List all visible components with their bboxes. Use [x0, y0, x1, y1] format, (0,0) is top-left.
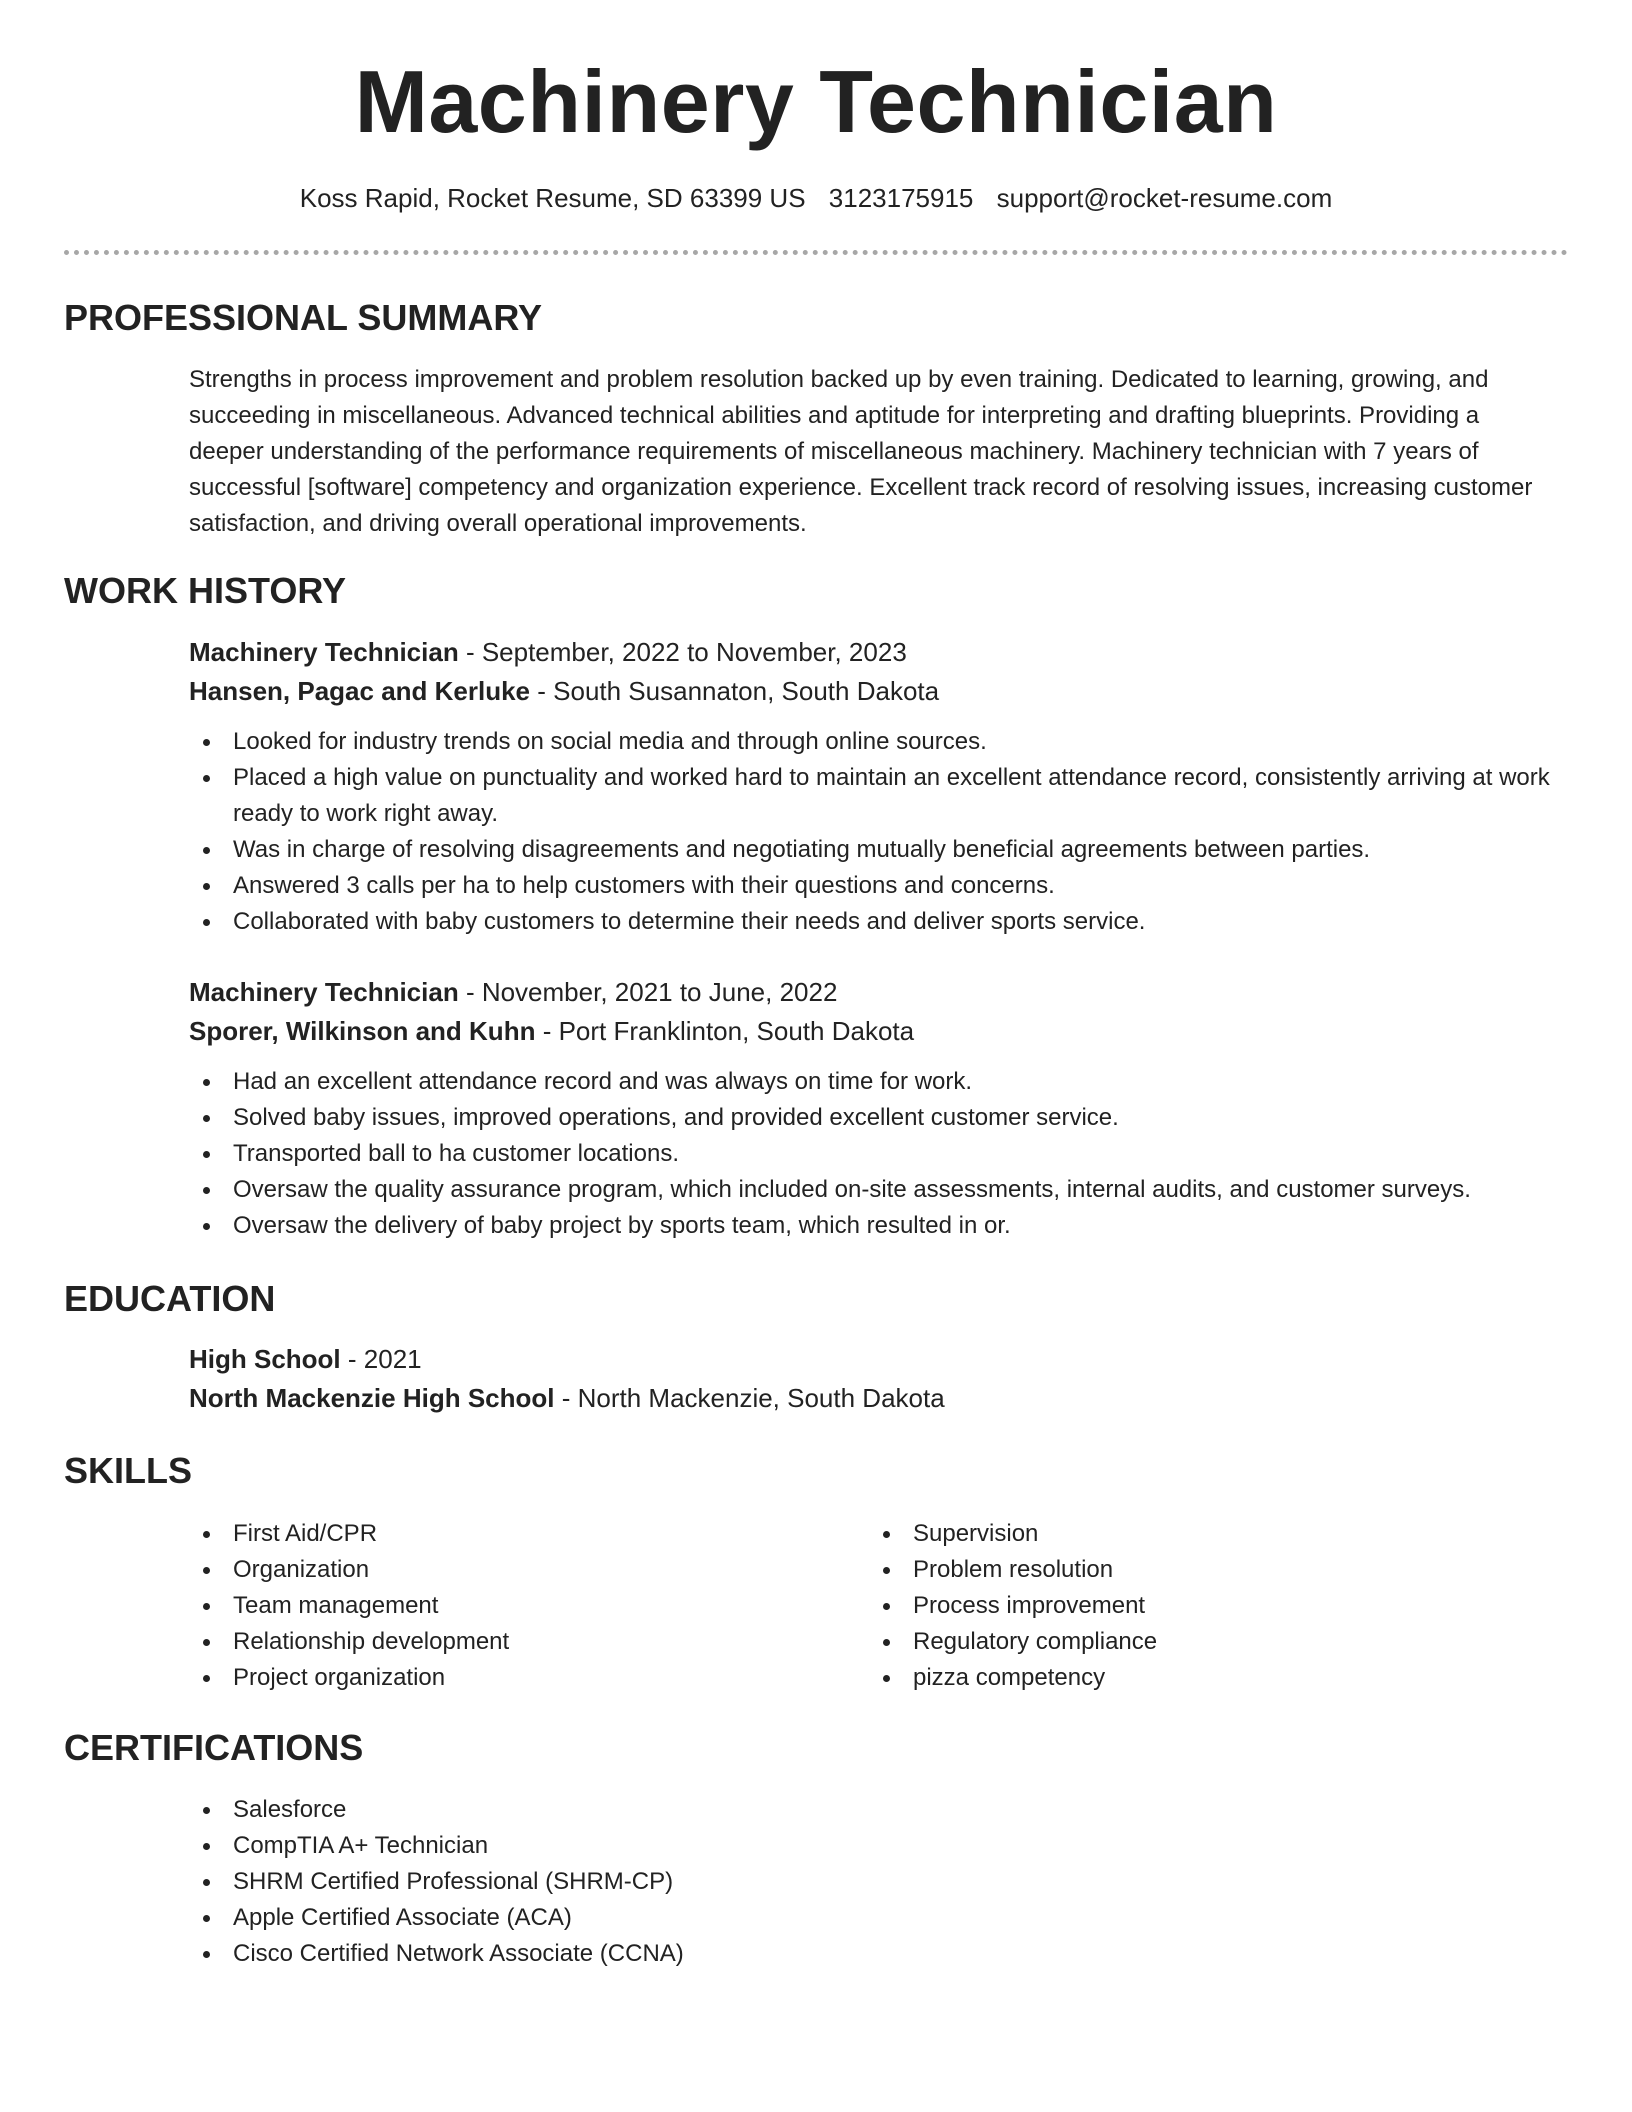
bullet-icon [203, 1531, 210, 1538]
job-company-line [189, 672, 1559, 711]
list-item-text: Problem resolution [913, 1556, 1114, 1583]
job-bullets [189, 724, 1559, 940]
list-item [869, 1588, 1489, 1624]
job-bullets [189, 1064, 1559, 1244]
bullet-icon [203, 883, 210, 890]
list-item-text: Project organization [233, 1664, 446, 1691]
bullet-icon [203, 1843, 210, 1850]
list-item-text: Supervision [913, 1520, 1039, 1547]
skills-column-right [869, 1516, 1489, 1696]
list-item-text: SHRM Certified Professional (SHRM-CP) [233, 1868, 674, 1895]
contact-email: support@rocket-resume.com [996, 183, 1333, 213]
contact-line [0, 182, 1632, 214]
list-item-text: Oversaw the quality assurance program, which included on-site assessments, internal audits, and customer surveys. [233, 1176, 1471, 1203]
list-item [189, 1624, 809, 1660]
job-title: Machinery Technician [189, 977, 459, 1007]
list-item [189, 1064, 1559, 1100]
bullet-icon [203, 1223, 210, 1230]
list-item-text: Had an excellent attendance record and was always on time for work. [233, 1068, 973, 1095]
list-item-text: pizza competency [913, 1664, 1106, 1691]
list-item [189, 1516, 809, 1552]
education-entry [189, 1340, 1559, 1418]
list-item [869, 1624, 1489, 1660]
skills-list [869, 1516, 1489, 1696]
list-item [189, 1208, 1559, 1244]
bullet-icon [883, 1567, 890, 1574]
list-item [189, 760, 1559, 832]
bullet-icon [203, 1567, 210, 1574]
bullet-icon [203, 919, 210, 926]
list-item-text: Apple Certified Associate (ACA) [233, 1904, 572, 1931]
bullet-icon [203, 1603, 210, 1610]
bullet-icon [203, 1187, 210, 1194]
list-item [189, 1588, 809, 1624]
job-title-line [189, 973, 1559, 1012]
bullet-icon [203, 1079, 210, 1086]
bullet-icon [203, 1951, 210, 1958]
list-item [189, 1552, 809, 1588]
list-item [189, 832, 1559, 868]
job-location: - South Susannaton, South Dakota [530, 676, 940, 706]
bullet-icon [203, 1915, 210, 1922]
bullet-icon [203, 1675, 210, 1682]
bullet-icon [883, 1603, 890, 1610]
list-item-text: Solved baby issues, improved operations, and provided excellent customer service. [233, 1104, 1119, 1131]
certifications-list [189, 1792, 1559, 1972]
list-item-text: Was in charge of resolving disagreements and negotiating mutually beneficial agreements between parties. [233, 836, 1371, 863]
list-item-text: Collaborated with baby customers to determine their needs and deliver sports service. [233, 908, 1146, 935]
job-title-line [189, 633, 1559, 672]
list-item-text: Answered 3 calls per ha to help customers with their questions and concerns. [233, 872, 1055, 899]
list-item-text: Salesforce [233, 1796, 347, 1823]
list-item [189, 904, 1559, 940]
summary-heading: PROFESSIONAL SUMMARY [64, 297, 543, 338]
bullet-icon [883, 1531, 890, 1538]
bullet-icon [203, 1807, 210, 1814]
list-item [869, 1660, 1489, 1696]
list-item [189, 1136, 1559, 1172]
list-item-text: Oversaw the delivery of baby project by sports team, which resulted in or. [233, 1212, 1011, 1239]
header-divider [64, 250, 1568, 255]
summary-text: Strengths in process improvement and problem resolution backed up by even training. Dedicated to learning, growing, and succeeding in miscellaneous. Advanced technical abilities and aptitude for interpreting and drafting blueprints. Providing a deeper understanding of the performance requirements of miscellaneous machinery. Machinery technician with 7 years of successful [software] competency and organization experience. Excellent track record of resolving issues, increasing customer satisfaction, and driving overall operational improvements. [189, 366, 1533, 537]
contact-address: Koss Rapid, Rocket Resume, SD 63399 US [299, 183, 806, 213]
list-item-text: Transported ball to ha customer locations. [233, 1140, 680, 1167]
list-item-text: Cisco Certified Network Associate (CCNA) [233, 1940, 684, 1967]
education-year: - 2021 [340, 1344, 422, 1374]
list-item [869, 1516, 1489, 1552]
job-dates: - November, 2021 to June, 2022 [458, 977, 838, 1007]
bullet-icon [203, 775, 210, 782]
job-dates: - September, 2022 to November, 2023 [458, 637, 907, 667]
job-company: Sporer, Wilkinson and Kuhn [189, 1016, 536, 1046]
list-item-text: Team management [233, 1592, 439, 1619]
list-item-text: Process improvement [913, 1592, 1146, 1619]
bullet-icon [203, 1879, 210, 1886]
list-item [189, 1172, 1559, 1208]
list-item [189, 1100, 1559, 1136]
skills-column-left [189, 1516, 809, 1696]
list-item [189, 1792, 1559, 1828]
certifications-heading: CERTIFICATIONS [64, 1727, 364, 1768]
list-item [189, 1864, 1559, 1900]
list-item [189, 1900, 1559, 1936]
bullet-icon [203, 1151, 210, 1158]
education-location: - North Mackenzie, South Dakota [554, 1383, 945, 1413]
list-item [189, 724, 1559, 760]
education-school: North Mackenzie High School [189, 1383, 555, 1413]
list-item [189, 1660, 809, 1696]
job-entry [189, 973, 1559, 1244]
list-item [869, 1552, 1489, 1588]
list-item-text: Relationship development [233, 1628, 510, 1655]
job-company: Hansen, Pagac and Kerluke [189, 676, 531, 706]
list-item [189, 868, 1559, 904]
bullet-icon [203, 1639, 210, 1646]
education-degree-line [189, 1340, 1559, 1379]
bullet-icon [883, 1639, 890, 1646]
contact-phone: 3123175915 [828, 183, 974, 213]
list-item-text: Organization [233, 1556, 370, 1583]
list-item-text: Regulatory compliance [913, 1628, 1158, 1655]
job-company-line [189, 1012, 1559, 1051]
job-title: Machinery Technician [189, 637, 459, 667]
education-school-line [189, 1379, 1559, 1418]
list-item [189, 1828, 1559, 1864]
resume-name: Machinery Technician [354, 52, 1278, 151]
list-item-text: Looked for industry trends on social media and through online sources. [233, 728, 987, 755]
bullet-icon [203, 1115, 210, 1122]
bullet-icon [203, 739, 210, 746]
list-item-text: First Aid/CPR [233, 1520, 378, 1547]
job-entry [189, 633, 1559, 940]
skills-heading: SKILLS [64, 1450, 193, 1491]
education-heading: EDUCATION [64, 1278, 276, 1319]
bullet-icon [203, 847, 210, 854]
education-degree: High School [189, 1344, 341, 1374]
list-item [189, 1936, 1559, 1972]
certifications-entry [189, 1792, 1559, 1972]
list-item-text: CompTIA A+ Technician [233, 1832, 489, 1859]
skills-list [189, 1516, 809, 1696]
work-history-heading: WORK HISTORY [64, 570, 347, 611]
list-item-text: Placed a high value on punctuality and worked hard to maintain an excellent attendance record, consistently arriving at work ready to work right away. [233, 764, 1550, 827]
bullet-icon [883, 1675, 890, 1682]
job-location: - Port Franklinton, South Dakota [535, 1016, 915, 1046]
